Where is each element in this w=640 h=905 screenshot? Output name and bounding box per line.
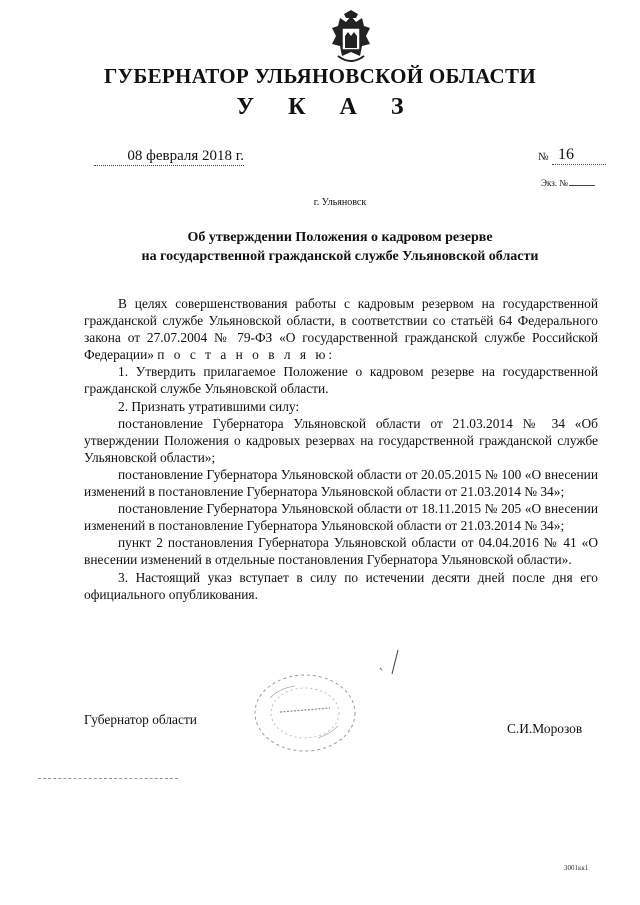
paragraph-item-2a: постановление Губернатора Ульяновской области от 21.03.2014 № 34 «Об утверждении Положения о кадровых резервах на государственной гражданской службе Ульяновской области»; <box>84 415 598 465</box>
document-number: 16 <box>552 145 606 165</box>
title-line-2: на государственной гражданской службе Ульяновской области <box>141 249 539 264</box>
footer-code: 3001кк1 <box>564 864 589 872</box>
scan-artifact-line <box>38 778 178 781</box>
document-date: 08 февраля 2018 г. <box>94 147 244 166</box>
signatory-position: Губернатор области <box>84 712 197 727</box>
paragraph-item-1: 1. Утвердить прилагаемое Положение о кадровом резерве на государственной гражданской службе Ульяновской области. <box>84 364 598 397</box>
paragraph-item-2d: пункт 2 постановления Губернатора Ульяновской области от 04.04.2016 № 41 «О внесении изменений в отдельные постановления Губернатора Ульяновской области». <box>84 535 598 568</box>
signatory-name: С.И.Морозов <box>507 721 583 736</box>
handwritten-mark <box>376 648 406 678</box>
copy-number-line <box>569 185 595 186</box>
copy-number-label: Экз. № <box>541 178 568 188</box>
document-body <box>84 295 598 603</box>
postanovlyayu: п о с т а н о в л я ю: <box>157 347 336 363</box>
city: г. Ульяновск <box>313 197 367 208</box>
issuing-authority: ГУБЕРНАТОР УЛЬЯНОВСКОЙ ОБЛАСТИ <box>104 64 536 88</box>
paragraph-intro <box>84 295 598 363</box>
intro-text: В целях совершенствования работы с кадровым резервом на государственной гражданской службе Ульяновской области, в соответствии со статьёй 64 Федерального закона от 27.07.2004 № 79-ФЗ «О государственной гражданской службе Российской Федерации» <box>84 296 598 363</box>
paragraph-item-3: 3. Настоящий указ вступает в силу по истечении десяти дней после дня его официального опубликования. <box>84 569 598 602</box>
coat-of-arms-emblem <box>326 10 376 66</box>
document-title <box>80 228 600 266</box>
paragraph-item-2c: постановление Губернатора Ульяновской области от 18.11.2015 № 205 «О внесении изменений в постановление Губернатора Ульяновской области от 21.03.2014 № 34»; <box>84 501 598 534</box>
number-label: № <box>538 151 549 163</box>
copy-number <box>541 178 595 188</box>
title-line-1: Об утверждении Положения о кадровом резерве <box>187 230 493 245</box>
document-type: У К А З <box>236 94 418 120</box>
paragraph-item-2: 2. Признать утратившими силу: <box>118 398 300 414</box>
paragraph-item-2b: постановление Губернатора Ульяновской области от 20.05.2015 № 100 «О внесении изменений в постановление Губернатора Ульяновской области от 21.03.2014 № 34»; <box>84 466 598 500</box>
seal-stamp <box>240 668 370 758</box>
